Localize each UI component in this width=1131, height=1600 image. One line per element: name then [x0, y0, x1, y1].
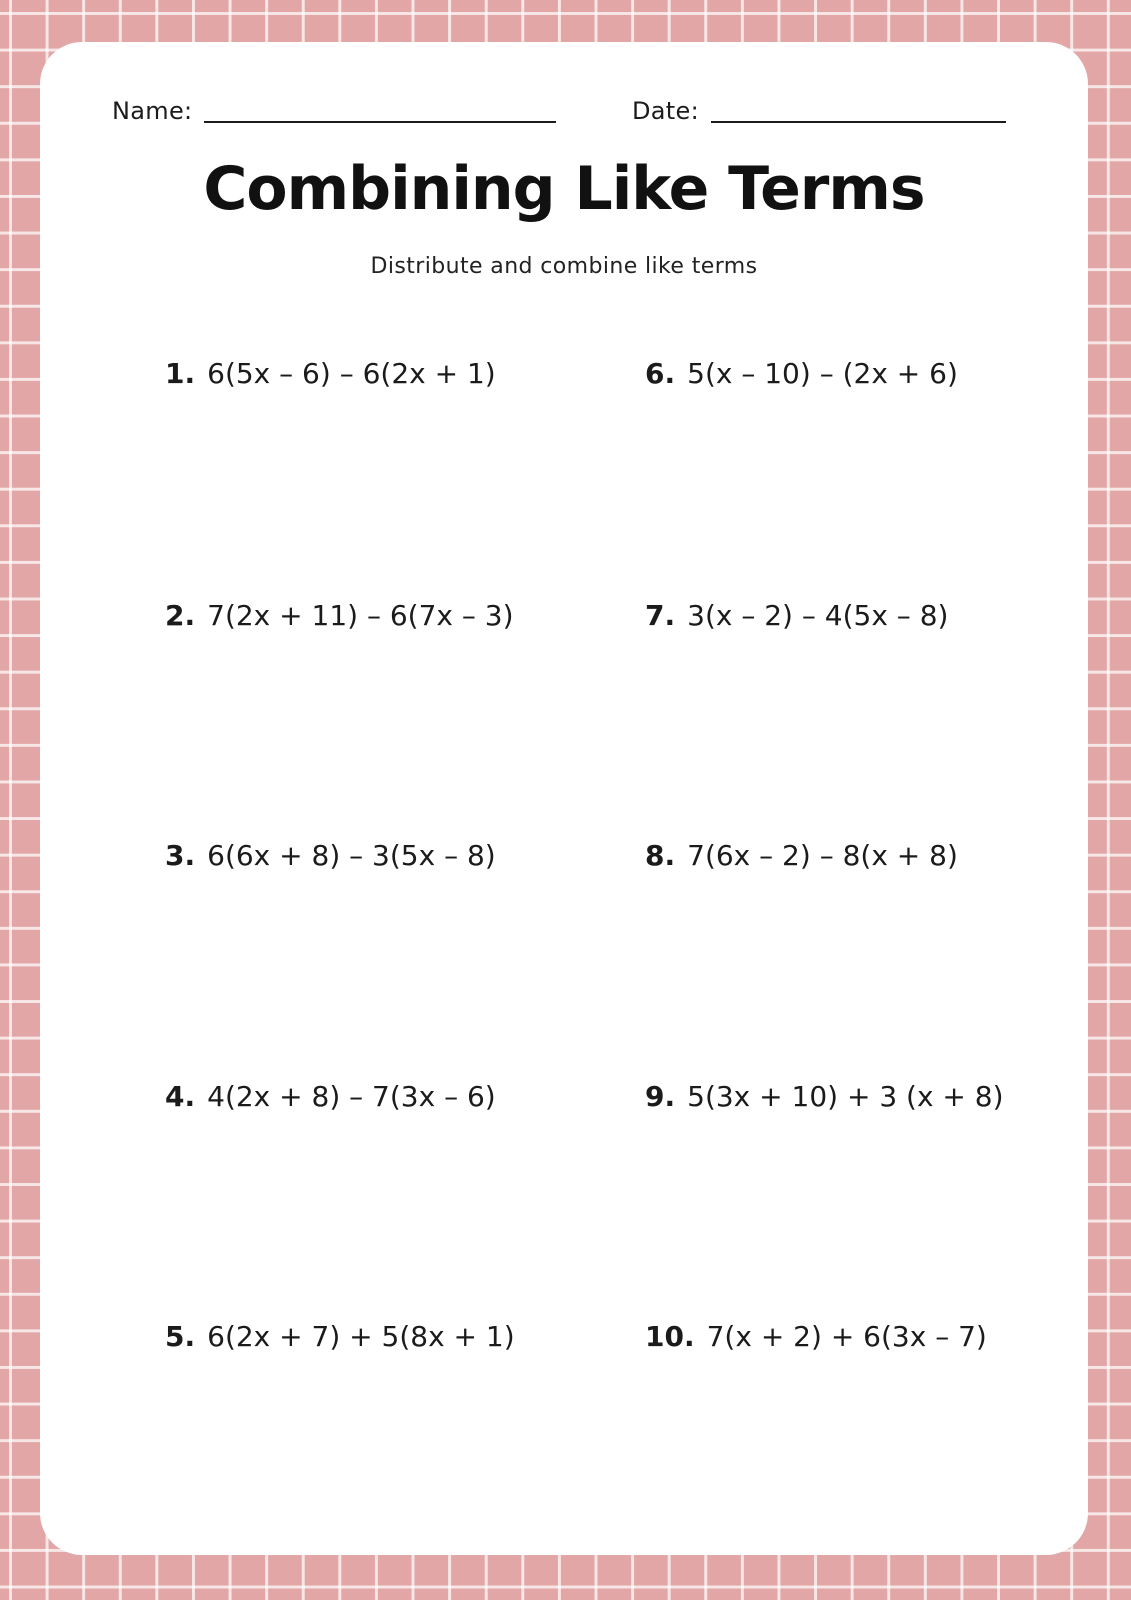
problem-number: 4. — [165, 1080, 196, 1113]
problem-item-10 — [645, 1320, 987, 1353]
page-title: Combining Like Terms — [203, 154, 925, 224]
problem-number: 9. — [645, 1080, 676, 1113]
problem-number: 5. — [165, 1320, 196, 1353]
problem-expression: 6(5x – 6) – 6(2x + 1) — [207, 357, 496, 390]
problem-number: 7. — [645, 599, 676, 632]
problem-expression: 6(2x + 7) + 5(8x + 1) — [207, 1320, 515, 1353]
problem-item-4 — [165, 1080, 496, 1113]
problem-number: 8. — [645, 839, 676, 872]
problem-number: 1. — [165, 357, 196, 390]
problem-number: 6. — [645, 357, 676, 390]
name-write-line[interactable] — [204, 97, 556, 123]
date-label: Date: — [632, 97, 699, 125]
name-field — [112, 97, 556, 125]
problem-item-6 — [645, 357, 958, 390]
problem-number: 2. — [165, 599, 196, 632]
problem-expression: 4(2x + 8) – 7(3x – 6) — [207, 1080, 496, 1113]
problem-item-7 — [645, 599, 948, 632]
name-label: Name: — [112, 97, 193, 125]
worksheet-card — [40, 42, 1088, 1555]
problem-item-5 — [165, 1320, 515, 1353]
problem-expression: 5(3x + 10) + 3 (x + 8) — [687, 1080, 1004, 1113]
problem-expression: 6(6x + 8) – 3(5x – 8) — [207, 839, 496, 872]
date-field — [632, 97, 1006, 125]
problem-number: 3. — [165, 839, 196, 872]
problem-expression: 7(2x + 11) – 6(7x – 3) — [207, 599, 514, 632]
problem-item-8 — [645, 839, 958, 872]
page-subtitle: Distribute and combine like terms — [370, 254, 758, 279]
problem-expression: 5(x – 10) – (2x + 6) — [687, 357, 958, 390]
problem-number: 10. — [645, 1320, 695, 1353]
problem-expression: 7(6x – 2) – 8(x + 8) — [687, 839, 958, 872]
problem-item-9 — [645, 1080, 1004, 1113]
problem-item-1 — [165, 357, 496, 390]
problem-item-3 — [165, 839, 496, 872]
problem-item-2 — [165, 599, 514, 632]
date-write-line[interactable] — [711, 97, 1006, 123]
problem-expression: 3(x – 2) – 4(5x – 8) — [687, 599, 949, 632]
problem-expression: 7(x + 2) + 6(3x – 7) — [706, 1320, 987, 1353]
